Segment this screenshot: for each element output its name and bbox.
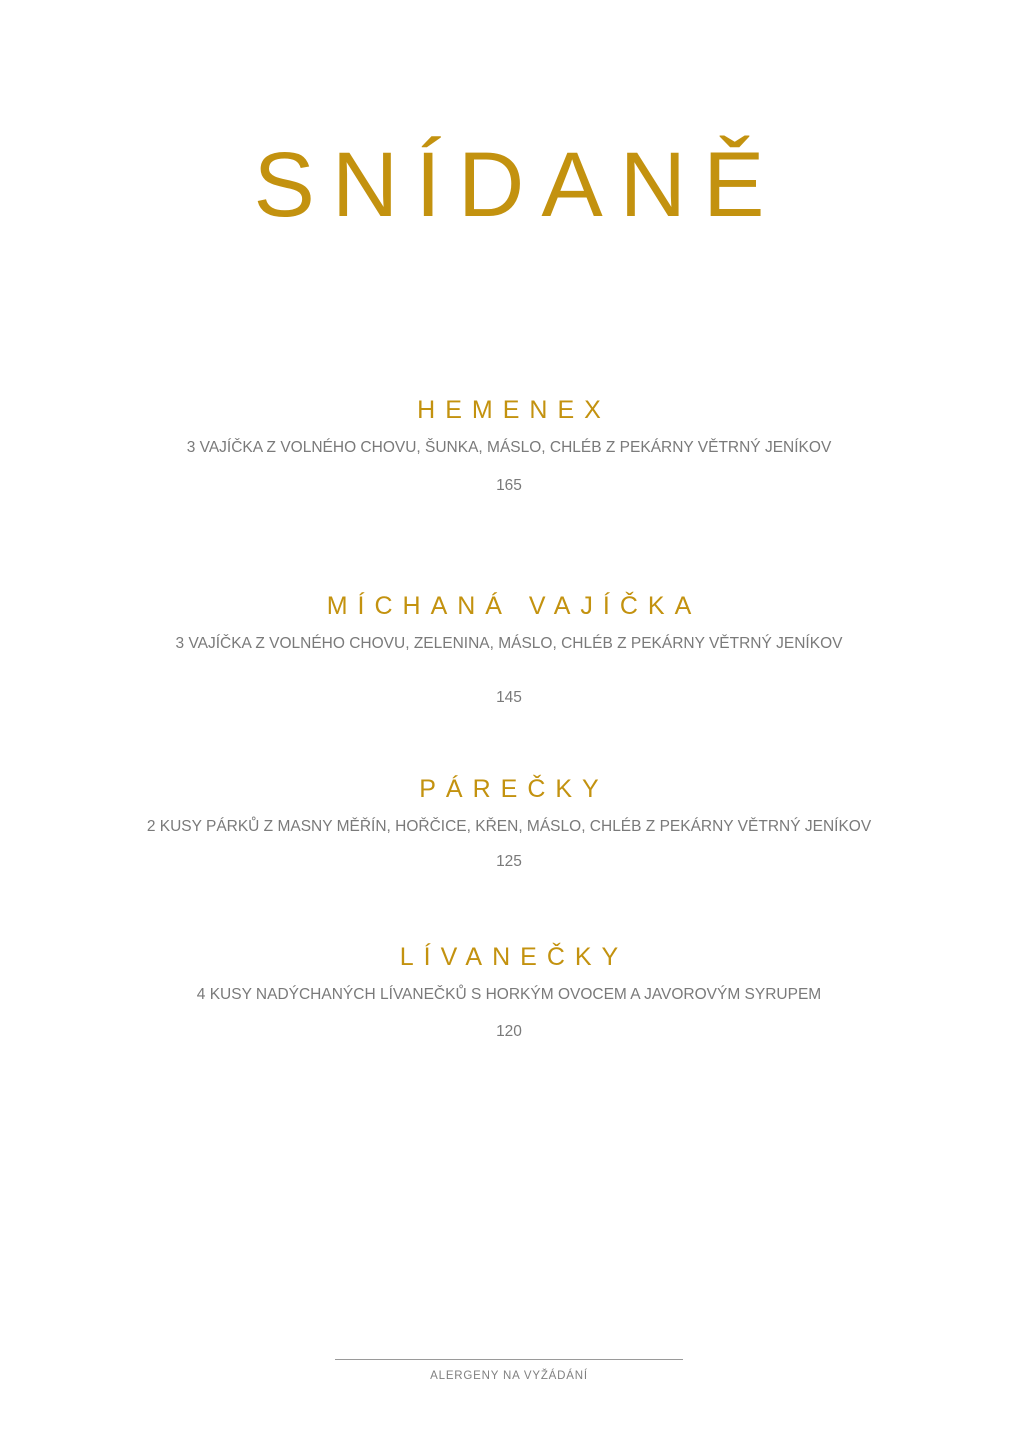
menu-title: SNÍDANĚ [253,134,782,236]
footer-divider [335,1359,683,1360]
menu-item-name: LÍVANEČKY [399,943,629,971]
menu-item-description: 3 VAJÍČKA Z VOLNÉHO CHOVU, ZELENINA, MÁSLO, CHLÉB Z PEKÁRNY VĚTRNÝ JENÍKOV [175,635,843,652]
menu-item-description: 3 VAJÍČKA Z VOLNÉHO CHOVU, ŠUNKA, MÁSLO, CHLÉB Z PEKÁRNY VĚTRNÝ JENÍKOV [186,439,832,456]
menu-item-hemenex [0,394,1018,496]
menu-item-description: 2 KUSY PÁRKŮ Z MASNY MĚŘÍN, HOŘČICE, KŘEN, MÁSLO, CHLÉB Z PEKÁRNY VĚTRNÝ JENÍKOV [146,818,872,835]
menu-item-price: 165 [496,477,522,494]
menu-item-price: 125 [496,853,522,870]
menu-item-name: PÁREČKY [419,775,609,803]
allergen-note: ALERGENY NA VYŽÁDÁNÍ [430,1370,588,1382]
menu-item-price: 120 [496,1023,522,1040]
menu-item-livanecky [0,941,1018,1042]
menu-item-parecky [0,773,1018,872]
menu-item-name: HEMENEX [417,396,611,424]
menu-item-name: MÍCHANÁ VAJÍČKA [326,592,702,620]
menu-item-price: 145 [496,689,522,706]
menu-item-michana-vajicka [0,590,1018,708]
menu-item-description: 4 KUSY NADÝCHANÝCH LÍVANEČKŮ S HORKÝM OVOCEM A JAVOROVÝM SYRUPEM [196,986,822,1003]
